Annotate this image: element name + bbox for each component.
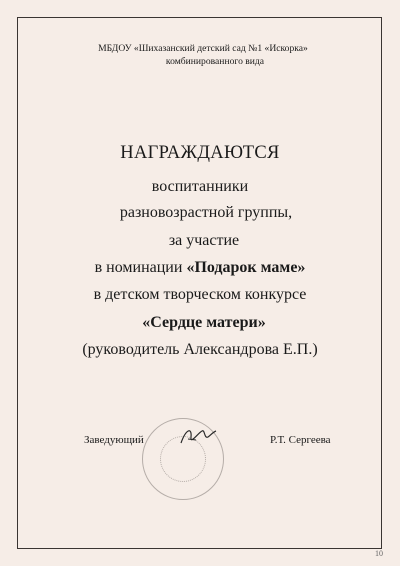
signer-role: Заведующий (84, 434, 144, 446)
participation-line: за участие (168, 232, 240, 249)
institution-type: комбинированного вида (165, 56, 265, 67)
contest-line: в детском творческом конкурсе (93, 286, 307, 303)
institution-name: МБДОУ «Шихазанский детский сад №1 «Искорка» (98, 43, 308, 54)
recipients-line: воспитанники (151, 178, 249, 195)
signer-name: Р.Т. Сергеева (270, 434, 331, 446)
supervisor-line: (руководитель Александрова Е.П.) (82, 341, 318, 358)
contest-name: «Сердце матери» (142, 314, 266, 331)
group-line: разновозрастной группы, (119, 204, 293, 221)
nomination-prefix: в номинации (94, 259, 187, 276)
award-title: НАГРАЖДАЮТСЯ (120, 143, 280, 163)
nomination-name: «Подарок маме» (186, 259, 306, 276)
signature (178, 425, 218, 449)
institution-header (0, 42, 400, 68)
nomination-line (0, 259, 400, 277)
page-mark: 10 (375, 549, 383, 558)
